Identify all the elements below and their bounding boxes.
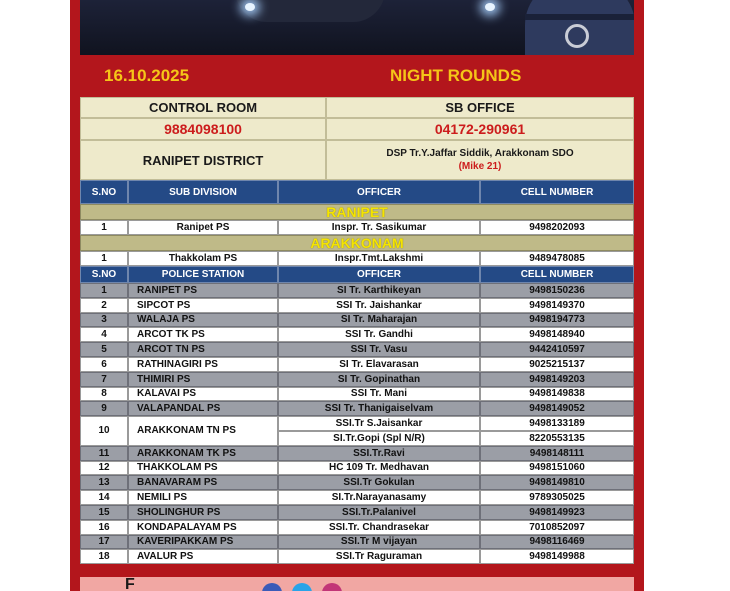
row-cell-number: 9498148111 [480, 446, 634, 461]
district-name: RANIPET DISTRICT [80, 140, 326, 180]
facebook-icon [262, 583, 282, 591]
row-sno: 13 [80, 475, 128, 490]
sb-office-number: 04172-290961 [326, 118, 634, 140]
row-police-station: SHOLINGHUR PS [128, 505, 278, 520]
row-sno: 9 [80, 401, 128, 416]
row-cell-number: 9498148940 [480, 327, 634, 342]
handcuffs-icon [565, 24, 589, 48]
row-officer: SSI.Tr Gokulan [278, 475, 480, 490]
row-police-station: NEMILI PS [128, 490, 278, 505]
row-cell-number: 9498149370 [480, 298, 634, 313]
row-police-station: VALAPANDAL PS [128, 401, 278, 416]
police-banner-image [80, 0, 634, 55]
row-sno: 3 [80, 313, 128, 328]
section-band-ranipet: RANIPET [80, 204, 634, 220]
row-police-station: WALAJA PS [128, 313, 278, 328]
headlight-icon [245, 3, 255, 11]
row-sno: 2 [80, 298, 128, 313]
row-cell-number: 9498149988 [480, 549, 634, 564]
row-officer: SSI Tr. Mani [278, 387, 480, 402]
row-police-station: RANIPET PS [128, 283, 278, 298]
station-officer-header: OFFICER [278, 266, 480, 283]
subdivision-sno-header: S.NO [80, 180, 128, 204]
row-police-station: KALAVAI PS [128, 387, 278, 402]
row-police-station: ARAKKONAM TK PS [128, 446, 278, 461]
row-sno: 7 [80, 372, 128, 387]
footer-logo-mark: F [125, 576, 135, 591]
row-cell-number: 9498149203 [480, 372, 634, 387]
row-sno: 16 [80, 520, 128, 535]
row-cell-number: 9498149052 [480, 401, 634, 416]
row-sno: 6 [80, 357, 128, 372]
row-sno: 4 [80, 327, 128, 342]
row-cell-number: 9498202093 [480, 220, 634, 235]
control-room-number: 9884098100 [80, 118, 326, 140]
row-cell-number: 9498149923 [480, 505, 634, 520]
row-cell-number: 8220553135 [480, 431, 634, 446]
row-officer: SSI Tr. Thanigaiselvam [278, 401, 480, 416]
headlight-icon [485, 3, 495, 11]
row-officer: SI.Tr.Gopi (Spl N/R) [278, 431, 480, 446]
row-officer: Inspr.Tmt.Lakshmi [278, 251, 480, 266]
row-cell-number: 9489478085 [480, 251, 634, 266]
row-sno: 17 [80, 535, 128, 550]
row-police-station: KONDAPALAYAM PS [128, 520, 278, 535]
row-officer: SI Tr. Karthikeyan [278, 283, 480, 298]
row-subdivision: Ranipet PS [128, 220, 278, 235]
report-title: NIGHT ROUNDS [390, 66, 522, 85]
row-officer: HC 109 Tr. Medhavan [278, 461, 480, 476]
row-cell-number: 9789305025 [480, 490, 634, 505]
row-cell-number: 7010852097 [480, 520, 634, 535]
row-cell-number: 9025215137 [480, 357, 634, 372]
patrol-car-graphic [235, 0, 385, 22]
officer-belt-graphic [525, 14, 634, 20]
row-police-station: ARCOT TN PS [128, 342, 278, 357]
night-rounds-sheet [70, 0, 644, 591]
row-sno: 1 [80, 283, 128, 298]
row-officer: SSI.Tr.Palanivel [278, 505, 480, 520]
row-officer: SI Tr. Elavarasan [278, 357, 480, 372]
row-sno: 14 [80, 490, 128, 505]
row-police-station: ARAKKONAM TN PS [128, 416, 278, 446]
row-cell-number: 9498149838 [480, 387, 634, 402]
footer-strip [80, 577, 634, 591]
station-cell-header: CELL NUMBER [480, 266, 634, 283]
row-sno: 11 [80, 446, 128, 461]
row-subdivision: Thakkolam PS [128, 251, 278, 266]
twitter-icon [292, 583, 312, 591]
row-officer: SSI Tr. Vasu [278, 342, 480, 357]
row-cell-number: 9498150236 [480, 283, 634, 298]
subdivision-officer-header: OFFICER [278, 180, 480, 204]
row-officer: SSI Tr. Jaishankar [278, 298, 480, 313]
row-sno: 10 [80, 416, 128, 446]
row-sno: 12 [80, 461, 128, 476]
instagram-icon [322, 583, 342, 591]
row-sno: 18 [80, 549, 128, 564]
row-police-station: THAKKOLAM PS [128, 461, 278, 476]
row-officer: SI Tr. Gopinathan [278, 372, 480, 387]
row-officer: SSI.Tr S.Jaisankar [278, 416, 480, 431]
row-cell-number: 9498116469 [480, 535, 634, 550]
row-officer: SSI.Tr. Chandrasekar [278, 520, 480, 535]
row-police-station: SIPCOT PS [128, 298, 278, 313]
row-cell-number: 9442410597 [480, 342, 634, 357]
row-officer: SSI.Tr.Ravi [278, 446, 480, 461]
row-cell-number: 9498151060 [480, 461, 634, 476]
row-officer: SSI Tr. Gandhi [278, 327, 480, 342]
section-band-arakkonam: ARAKKONAM [80, 235, 634, 251]
row-cell-number: 9498149810 [480, 475, 634, 490]
row-sno: 1 [80, 251, 128, 266]
row-sno: 15 [80, 505, 128, 520]
row-officer: SSI.Tr Raguraman [278, 549, 480, 564]
row-police-station: BANAVARAM PS [128, 475, 278, 490]
subdivision-unit-header: SUB DIVISION [128, 180, 278, 204]
station-unit-header: POLICE STATION [128, 266, 278, 283]
row-officer: SSI.Tr M vijayan [278, 535, 480, 550]
row-sno: 1 [80, 220, 128, 235]
row-police-station: RATHINAGIRI PS [128, 357, 278, 372]
station-sno-header: S.NO [80, 266, 128, 283]
dsp-info [326, 140, 634, 180]
sb-office-label: SB OFFICE [326, 97, 634, 118]
row-officer: Inspr. Tr. Sasikumar [278, 220, 480, 235]
row-police-station: THIMIRI PS [128, 372, 278, 387]
row-officer: SI.Tr.Narayanasamy [278, 490, 480, 505]
title-bar [80, 55, 634, 97]
row-cell-number: 9498133189 [480, 416, 634, 431]
row-sno: 8 [80, 387, 128, 402]
row-police-station: KAVERIPAKKAM PS [128, 535, 278, 550]
report-date: 16.10.2025 [104, 66, 190, 85]
row-police-station: ARCOT TK PS [128, 327, 278, 342]
row-cell-number: 9498194773 [480, 313, 634, 328]
row-sno: 5 [80, 342, 128, 357]
row-officer: SI Tr. Maharajan [278, 313, 480, 328]
row-police-station: AVALUR PS [128, 549, 278, 564]
dsp-name: DSP Tr.Y.Jaffar Siddik, Arakkonam SDO [386, 148, 574, 159]
subdivision-cell-header: CELL NUMBER [480, 180, 634, 204]
control-room-label: CONTROL ROOM [80, 97, 326, 118]
dsp-callsign: (Mike 21) [458, 161, 502, 172]
